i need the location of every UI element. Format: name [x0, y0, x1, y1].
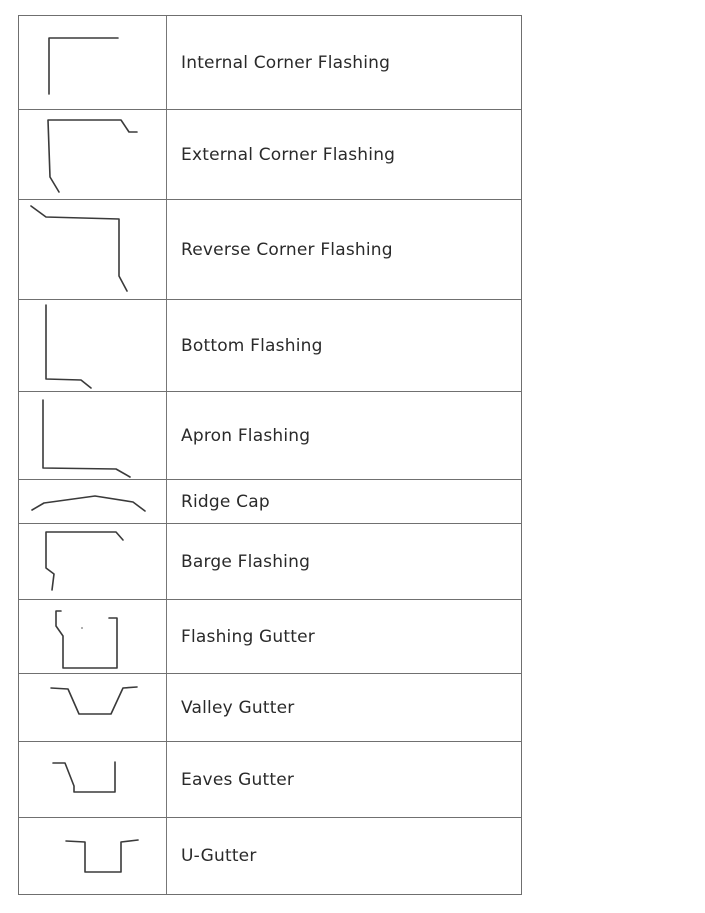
table-row [19, 16, 521, 109]
u-gutter-profile-icon [19, 818, 166, 894]
table-row [19, 480, 521, 523]
table-row [19, 818, 521, 894]
profile-cell [19, 200, 166, 299]
barge-flashing-profile-icon [19, 524, 166, 599]
profile-cell [19, 524, 166, 599]
label-cell [167, 674, 521, 741]
eaves-gutter-profile-icon [19, 742, 166, 817]
label-cell [167, 300, 521, 391]
label-cell [167, 600, 521, 673]
profile-cell [19, 818, 166, 894]
profile-cell [19, 110, 166, 199]
row-label: Ridge Cap [181, 491, 270, 512]
profile-cell [19, 16, 166, 109]
row-label: Eaves Gutter [181, 769, 295, 790]
row-label: Valley Gutter [181, 697, 295, 718]
row-label: Barge Flashing [181, 551, 311, 572]
table-row [19, 392, 521, 479]
profile-cell [19, 300, 166, 391]
profile-cell [19, 480, 166, 523]
flashing-profile-table [18, 15, 522, 895]
label-cell [167, 818, 521, 894]
table-row [19, 600, 521, 673]
external-corner-profile-icon [19, 110, 166, 199]
row-label: Flashing Gutter [181, 626, 315, 647]
label-cell [167, 392, 521, 479]
row-label: Apron Flashing [181, 425, 311, 446]
table-row [19, 742, 521, 817]
profile-cell [19, 600, 166, 673]
flashing-gutter-profile-icon [19, 600, 166, 673]
table-row [19, 110, 521, 199]
row-label: External Corner Flashing [181, 144, 396, 165]
row-label: Bottom Flashing [181, 335, 323, 356]
row-label: Internal Corner Flashing [181, 52, 391, 73]
label-cell [167, 742, 521, 817]
reverse-corner-profile-icon [19, 200, 166, 299]
label-cell [167, 524, 521, 599]
bottom-flashing-profile-icon [19, 300, 166, 391]
row-label: U-Gutter [181, 846, 257, 866]
profile-cell [19, 742, 166, 817]
row-label: Reverse Corner Flashing [181, 239, 393, 260]
table-row [19, 300, 521, 391]
label-cell [167, 480, 521, 523]
profile-cell [19, 392, 166, 479]
table-row [19, 524, 521, 599]
table-row [19, 674, 521, 741]
label-cell [167, 110, 521, 199]
internal-corner-profile-icon [19, 16, 166, 109]
ridge-cap-profile-icon [19, 480, 166, 523]
table-row [19, 200, 521, 299]
label-cell [167, 200, 521, 299]
profile-cell [19, 674, 166, 741]
valley-gutter-profile-icon [19, 674, 166, 741]
apron-flashing-profile-icon [19, 392, 166, 479]
label-cell [167, 16, 521, 109]
